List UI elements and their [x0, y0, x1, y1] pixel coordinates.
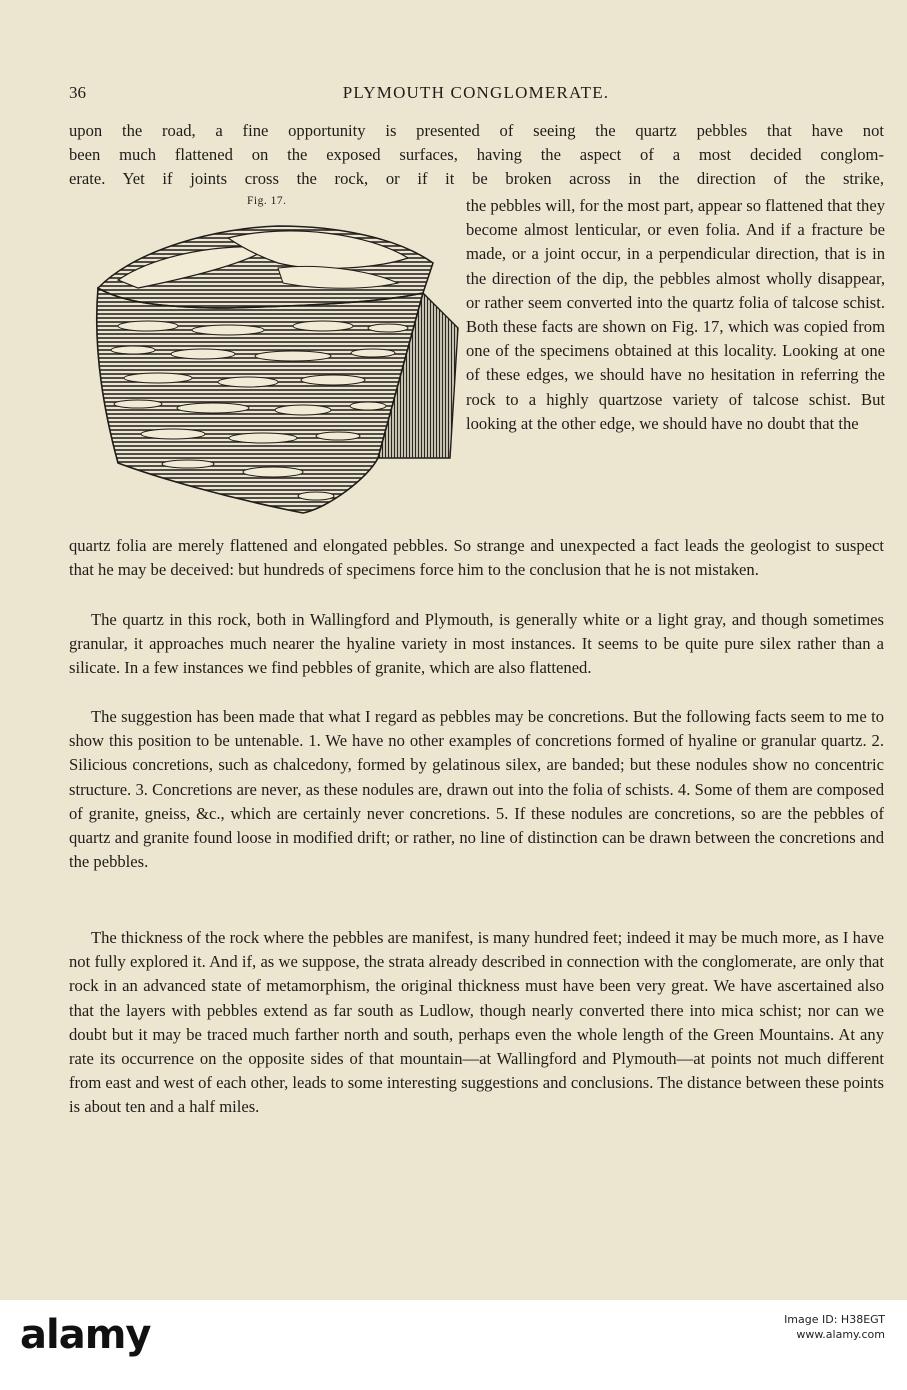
page-number: 36: [69, 83, 86, 102]
paragraph-4: The thickness of the rock where the pebbles are manifest, is many hundred feet; indeed it may be much more, as I have not fully explored it. And if, as we suppose, the strata already described in connection with the conglomerate, are only that rock in an advanced state of metamorphism, the original thickness must have been very great. We have ascertained also that the layers with pebbles extend as far south as Ludlow, though nearly converted there into mica schist; nor can we doubt but it may be traced much farther north and south, perhaps even the whole length of the Green Mountains. At any rate its occurrence on the opposite sides of that mountain—at Wallingford and Plymouth—at points not much different from east and west of each other, leads to some interesting suggestions and conclusions. The distance between these points is about ten and a half miles.: [69, 928, 884, 1117]
layered-rock-specimen-icon: [78, 208, 460, 520]
figure-label: Fig. 17.: [247, 195, 287, 207]
intro-line-1: upon the road, a fine opportunity is presented of seeing the quartz pebbles that have not: [69, 121, 884, 140]
intro-line-2: been much flattened on the exposed surfaces, having the aspect of a most decided conglom-: [69, 145, 884, 164]
paragraph-1-continuation: quartz folia are merely flattened and elongated pebbles. So strange and unexpected a fact leads the geologist to suspect that he may be deceived: but hundreds of specimens force him to the conclusion that he is not mistaken.: [69, 536, 884, 580]
running-title: PLYMOUTH CONGLOMERATE.: [342, 83, 610, 102]
intro-line-3: erate. Yet if joints cross the rock, or if it be broken across in the direction of the strike,: [69, 169, 884, 188]
figure-wrap-text: the pebbles will, for the most part, appear so flattened that they become almost lenticular, or even folia. And if a fracture be made, or a joint occur, in a perpendicular direction, that is in the direction of the dip, the pebbles almost wholly disappear, or rather seem converted into the quartz folia of talcose schist. Both these facts are shown on Fig. 17, which was copied from one of the specimens obtained at this locality. Looking at one of these edges, we should have no hesitation in referring the rock to a highly quartzose variety of talcose schist. But looking at the other edge, we should have no doubt that the: [466, 196, 885, 433]
paragraph-3: The suggestion has been made that what I regard as pebbles may be concretions. But the following facts seem to me to show this position to be untenable. 1. We have no other examples of concretions formed of hyaline or granular quartz. 2. Silicious concretions, such as chalcedony, formed by gelatinous silex, are banded; but these nodules show no concentric structure. 3. Concretions are never, as these nodules are, drawn out into the folia of schists. 4. Some of them are composed of granite, gneiss, &c., which are certainly never concretions. 5. If these nodules are concretions, so are the pebbles of quartz and granite found loose in modified drift; or rather, no line of distinction can be drawn between the concretions and the pebbles.: [69, 707, 884, 872]
page-header: [69, 83, 883, 107]
image-id-label: Image ID: H38EGT: [784, 1313, 885, 1326]
image-id: [784, 1312, 885, 1342]
stock-footer: [0, 1300, 907, 1390]
site-url: www.alamy.com: [796, 1328, 885, 1341]
paragraph-2: The quartz in this rock, both in Wallingford and Plymouth, is generally white or a light gray, and though sometimes granular, it approaches much nearer the hyaline variety in most instances. It seems to be quite pure silex rather than a silicate. In a few instances we find pebbles of granite, which are also flattened.: [69, 610, 884, 678]
alamy-logo: alamy: [20, 1312, 151, 1358]
